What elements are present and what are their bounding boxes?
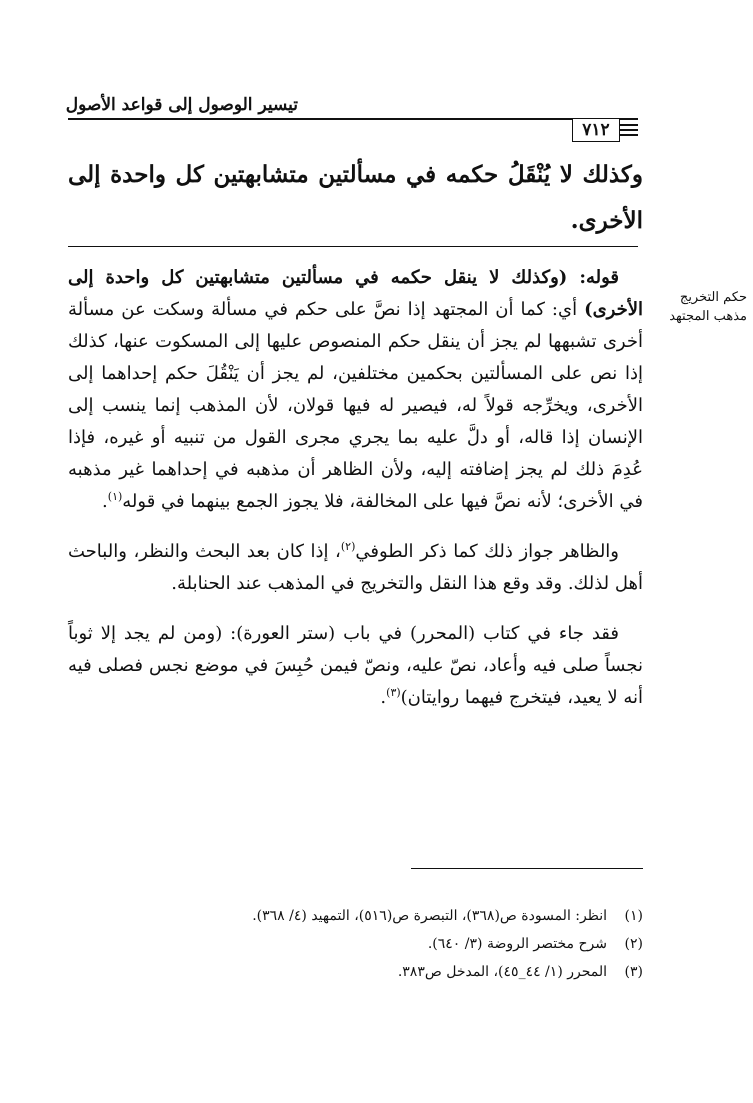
footnote-3 [68,958,643,986]
footnote-1 [68,902,643,930]
footnote-separator-rule [411,868,643,869]
header-rule [68,118,638,120]
paragraph-3-start: فقد جاء في كتاب (المحرر) في باب (ستر العورة): (ومن لم يجد إلا ثوباً نجساً صلى فيه وأعاد، نصّ عليه، ونصّ فيمن حُبِسَ في موضع نجس فصلى فيه أنه لا يعيد، فيتخرج فيهما روايتان) [68,623,643,708]
margin-note [647,288,747,326]
footnote-text: المحرر (١/ ٤٤_٤٥)، المدخل ص٣٨٣. [397,964,607,980]
paragraph-1-label: قوله: (وكذلك لا ينقل حكمه في مسألتين متشابهتين كل واحدة إلى الأخرى) [68,267,643,320]
paragraph-2-end: ، إذا كان بعد البحث والنظر، والباحث أهل لذلك. وقد وقع هذا النقل والتخريج في المذهب عند الحنابلة. [68,541,643,594]
footnote-number: (١) [624,908,643,924]
footnote-number: (٢) [624,936,643,952]
paragraph-1 [68,262,643,518]
margin-note-line-2: مذهب المجتهد [669,309,747,324]
paragraph-1-text: أي: كما أن المجتهد إذا نصَّ على حكم في مسألة وسكت عن مسألة أخرى تشبهها لم يجز أن ينقل حكم المنصوص عليها إلى المسكوت عنها، كذلك إذا نص على المسألتين بحكمين مختلفين، لم يجز أن يَنْقُلَ حكم إحداهما إلى الأخرى، ويخرِّجه قولاً له، فيصير له فيها قولان، لأن المذهب إنما ينسب إلى الإنسان إذا قاله، أو دلَّ عليه بما يجري مجرى القول من تنبيه أو غيره، فإذا عُدِمَ ذلك لم يجز إضافته إليه، ولأن الظاهر أن مذهبه في إحداهما غير مذهبه في الأخرى؛ لأنه نصَّ فيها على المخالفة، فلا يجوز الجمع بينهما في قوله [68,299,643,512]
commentary-body [68,262,643,732]
matn-separator-rule [68,246,638,247]
running-header-title: تيسير الوصول إلى قواعد الأصول [65,95,298,115]
paragraph-1-end: . [102,491,108,512]
footnote-2 [68,930,643,958]
footnote-ref-3[interactable]: (٣) [386,686,401,699]
footnote-ref-1[interactable]: (١) [107,490,123,503]
page-number: ٧١٢ [572,119,620,142]
paragraph-2 [68,536,643,600]
footnote-number: (٣) [624,964,643,980]
footnote-ref-2[interactable]: (٢) [340,540,356,553]
margin-note-line-1: حكم التخريج [679,290,747,305]
footnotes [68,902,643,986]
matn-quote: وكذلك لا يُنْقَلُ حكمه في مسألتين متشابهتين كل واحدة إلى الأخرى. [68,161,643,234]
paragraph-3 [68,618,643,714]
footnote-text: انظر: المسودة ص(٣٦٨)، التبصرة ص(٥١٦)، التمهيد (٤/ ٣٦٨). [252,908,607,924]
paragraph-3-end: . [380,687,387,708]
page-number-ornament [620,124,638,139]
footnote-text: شرح مختصر الروضة (٣/ ٦٤٠). [427,936,607,952]
paragraph-2-start: والظاهر جواز ذلك كما ذكر الطوفي [355,541,619,562]
